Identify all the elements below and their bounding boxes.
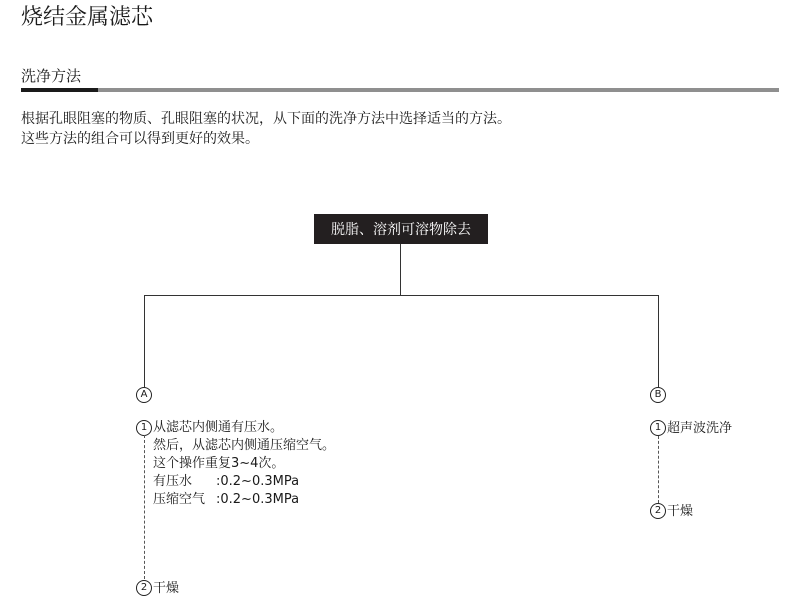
section-divider-accent [21, 88, 98, 92]
param-value: :0.2~0.3MPa [216, 474, 300, 489]
intro-line-2: 这些方法的组合可以得到更好的效果。 [21, 131, 259, 147]
param-name: 压缩空气 [153, 492, 206, 507]
branch-a-step1-detail: 然后，从滤芯内侧通压缩空气。 [153, 438, 336, 453]
root-method-box: 脱脂、溶剂可溶物除去 [314, 214, 488, 244]
branch-a-step2-number: 2 [136, 580, 152, 596]
branch-b-step-dashed-line [658, 436, 659, 503]
branch-b-connector [658, 295, 659, 387]
branch-a-marker: A [136, 387, 152, 403]
branch-a-step-dashed-line [144, 435, 145, 579]
branch-b-step2-text: 干燥 [667, 504, 694, 519]
branch-b-step1-text: 超声波洗净 [667, 421, 733, 436]
branch-b-step1-number: 1 [650, 420, 666, 436]
intro-line-1: 根据孔眼阻塞的物质、孔眼阻塞的状况，从下面的洗净方法中选择适当的方法。 [21, 111, 511, 127]
section-divider [21, 88, 779, 92]
page-title: 烧结金属滤芯 [21, 5, 154, 30]
branch-b-marker: B [650, 387, 666, 403]
branch-a-step1-number: 1 [136, 420, 152, 436]
branch-a-step2-text: 干燥 [153, 581, 180, 596]
branch-b-step2-number: 2 [650, 503, 666, 519]
param-name: 有压水 [153, 474, 193, 489]
branch-a-step1-detail: 这个操作重复3~4次。 [153, 456, 285, 471]
root-connector [400, 244, 401, 295]
branch-a-connector [144, 295, 145, 387]
branch-a-step1-text: 从滤芯内侧通有压水。 [153, 420, 284, 435]
section-heading: 洗净方法 [21, 67, 82, 85]
branch-bar [144, 295, 658, 296]
param-value: :0.2~0.3MPa [216, 492, 300, 507]
